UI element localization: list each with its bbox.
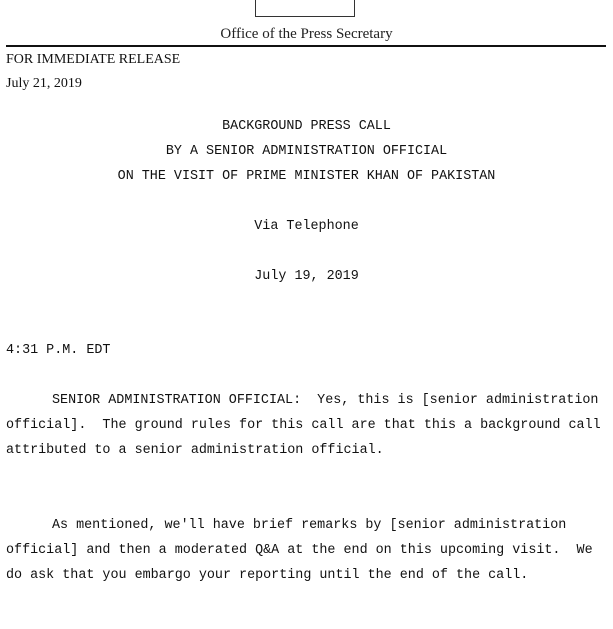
call-time: 4:31 P.M. EDT (6, 343, 111, 358)
header-divider (6, 45, 606, 47)
transcript-paragraph-1-text: SENIOR ADMINISTRATION OFFICIAL: Yes, this is [senior administration official]. The ground rules for this call are that this a background call attributed to a senior administration official. (6, 393, 609, 458)
title-line-2: BY A SENIOR ADMINISTRATION OFFICIAL (165, 144, 448, 159)
transcript-paragraph-2-text: As mentioned, we'll have brief remarks by [senior administration official] and then a moderated Q&A at the end on this upcoming visit. We do ask that you embargo your reporting until the end of the call. (6, 518, 601, 583)
seal-frame (255, 0, 355, 17)
title-line-3: ON THE VISIT OF PRIME MINISTER KHAN OF PAKISTAN (117, 169, 496, 184)
transcript-paragraph-1 (6, 388, 608, 463)
release-label: FOR IMMEDIATE RELEASE (6, 52, 181, 67)
transcript-paragraph-2 (6, 513, 608, 588)
call-date: July 19, 2019 (254, 269, 359, 284)
office-heading: Office of the Press Secretary (220, 26, 393, 42)
release-date: July 21, 2019 (6, 76, 82, 91)
title-line-1: BACKGROUND PRESS CALL (222, 119, 391, 134)
call-medium: Via Telephone (254, 219, 359, 234)
